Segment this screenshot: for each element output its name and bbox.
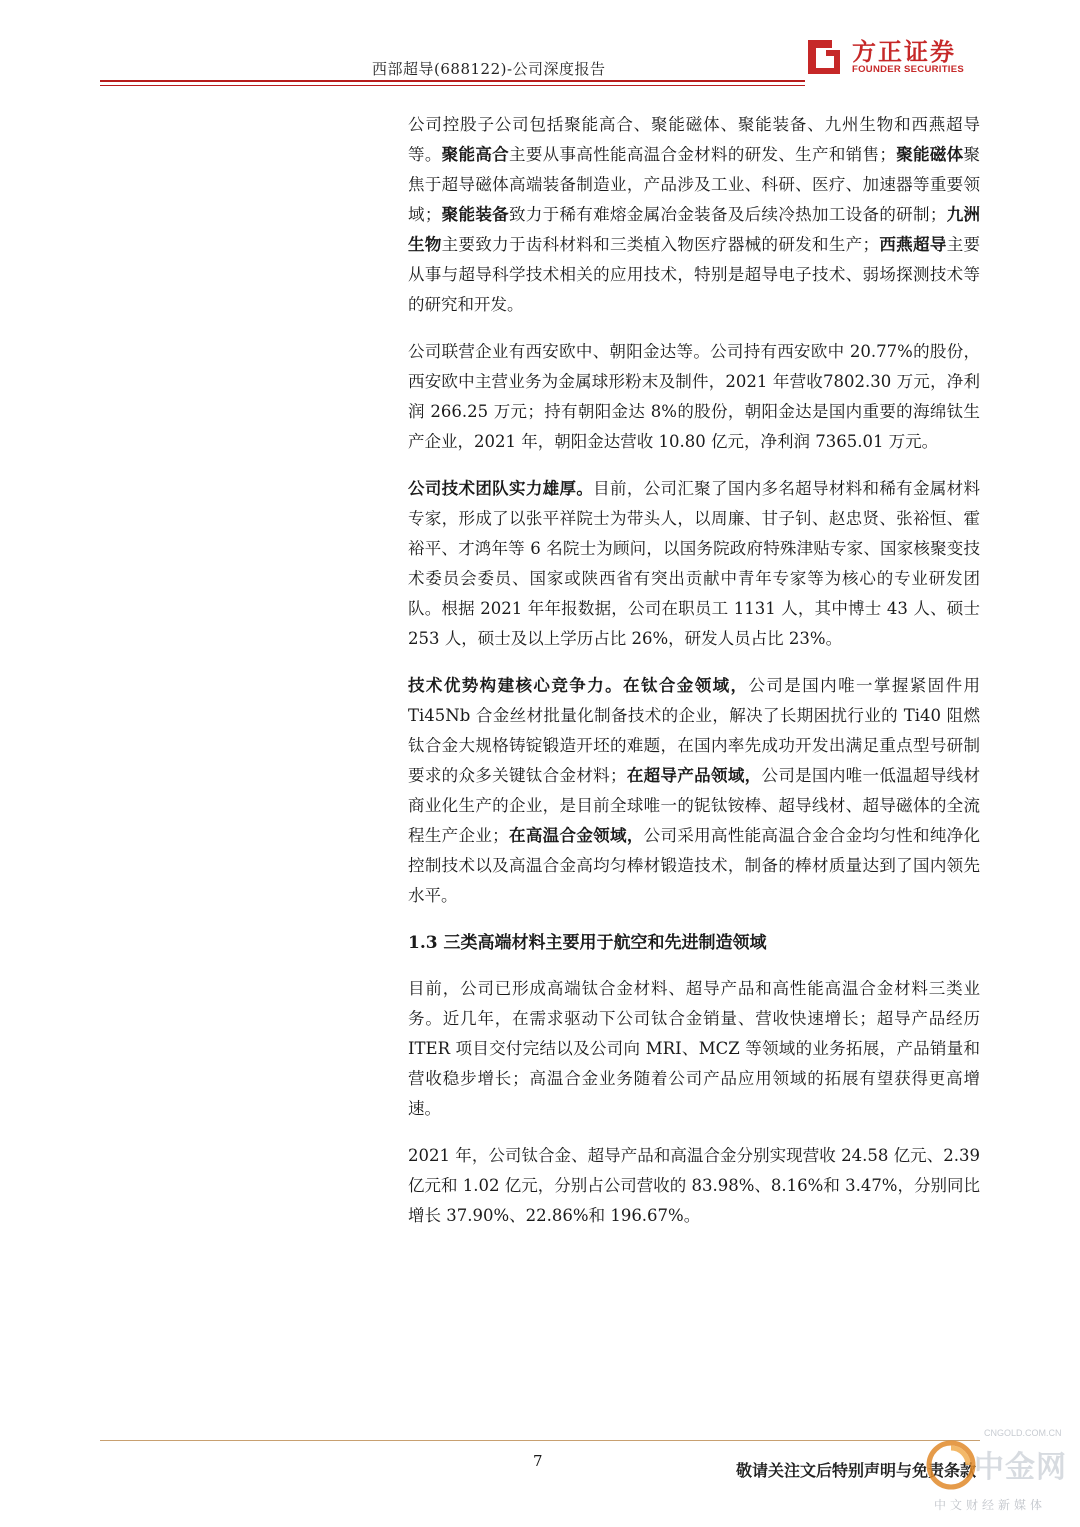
- paragraph-rd-team: [408, 474, 980, 654]
- page-number: 7: [533, 1452, 543, 1470]
- text-run: 主要从事与超导科学技术相关的应用技术，特别是超导电子技术、弱场探测技术等的研究和开发。: [408, 235, 981, 314]
- paragraph-tech-advantage: [408, 671, 980, 911]
- watermark-url: CNGOLD.COM.CN: [984, 1428, 1062, 1438]
- text-run: 目前，公司汇聚了国内多名超导材料和稀有金属材料专家，形成了以张平祥院士为带头人，以周廉、甘子钊、赵忠贤、张裕恒、霍裕平、才鸿年等 6 名院士为顾问，以国务院政府特殊津贴专家、国家核聚变技术委员会委员、国家或陕西省有突出贡献中青年专家等为核心的专业研发团队。根据 2021 年年报数据，公司在职员工 1131 人，其中博士 43 人、硕士 253 人，硕士及以上学历占比 26%，研发人员占比 23%。: [408, 479, 981, 648]
- bold-term: 聚能高合: [441, 145, 510, 164]
- paragraph-associates: 公司联营企业有西安欧中、朝阳金达等。公司持有西安欧中 20.77%的股份，西安欧中主营业务为金属球形粉末及制件，2021 年营收7802.30 万元，净利润 266.25 万元；持有朝阳金达 8%的股份，朝阳金达是国内重要的海绵钛生产企业，2021 年，朝阳金达营收 10.80 亿元，净利润 7365.01 万元。: [408, 342, 980, 451]
- bold-term: 聚能装备: [441, 205, 510, 224]
- disclaimer-text: 敬请关注文后特别声明与免责条款: [736, 1461, 977, 1480]
- paragraph-subsidiaries: [408, 110, 980, 320]
- text-run: 公司控股子公司包括聚能高合、聚能磁体、聚能装备、九州生物和西燕超导等。: [408, 115, 980, 164]
- text-run: 主要从事高性能高温合金材料的研发、生产和销售；: [509, 145, 896, 164]
- paragraph-business-lines: 目前，公司已形成高端钛合金材料、超导产品和高性能高温合金材料三类业务。近几年，在需求驱动下公司钛合金销量、营收快速增长；超导产品经历 ITER 项目交付完结以及公司向 MRI、MCZ 等领域的业务拓展，产品销量和营收稳步增长；高温合金业务随着公司产品应用领域的拓展有望获得更高增速。: [408, 979, 980, 1118]
- section-heading: 1.3 三类高端材料主要用于航空和先进制造领域: [408, 933, 767, 953]
- bold-term: 西燕超导: [879, 235, 947, 254]
- logo-en-text: FOUNDER SECURITIES: [852, 64, 965, 75]
- founder-securities-logo: [804, 30, 980, 90]
- header-divider-thin: [100, 85, 805, 86]
- bold-term: 技术优势构建核心竞争力。在钛合金领域，: [408, 676, 749, 695]
- founder-logo-icon: [804, 34, 844, 76]
- watermark-name: 中金网: [974, 1450, 1067, 1485]
- bold-term: 九洲生物: [408, 205, 981, 254]
- text-run: 公司是国内唯一掌握紧固件用 Ti45Nb 合金丝材批量化制备技术的企业，解决了长期困扰行业的 Ti40 阻燃钛合金大规格铸锭锻造开坯的难题，在国内率先成功开发出满足重点型号研制要求的众多关键钛合金材料；: [408, 676, 981, 785]
- report-body: [408, 110, 980, 1248]
- bold-term: 公司技术团队实力雄厚。: [408, 479, 594, 498]
- watermark-tagline: 中文财经新媒体: [934, 1498, 1047, 1512]
- logo-cn-text: 方正证券: [852, 38, 956, 66]
- bold-term: 在高温合金领域，: [508, 826, 644, 845]
- text-run: 公司采用高性能高温合金合金均匀性和纯净化控制技术以及高温合金高均匀棒材锻造技术，制备的棒材质量达到了国内领先水平。: [408, 826, 981, 905]
- footer-divider: [100, 1440, 980, 1441]
- text-run: 主要致力于齿科材料和三类植入物医疗器械的研发和生产；: [441, 235, 880, 254]
- header-divider: [100, 80, 805, 82]
- text-run: 致力于稀有难熔金属冶金装备及后续冷热加工设备的研制；: [509, 205, 947, 224]
- bold-term: 在超导产品领域，: [626, 766, 762, 785]
- text-run: 聚焦于超导磁体高端装备制造业，产品涉及工业、科研、医疗、加速器等重要领域；: [408, 145, 981, 224]
- text-run: 公司是国内唯一低温超导线材商业化生产的企业，是目前全球唯一的铌钛铵棒、超导线材、超导磁体的全流程生产企业；: [408, 766, 981, 845]
- bold-term: 聚能磁体: [895, 145, 964, 164]
- cngold-logo-icon: [926, 1440, 976, 1490]
- page-header: [100, 0, 980, 90]
- cngold-watermark: [922, 1424, 1072, 1520]
- report-title: 西部超导(688122)-公司深度报告: [372, 60, 606, 78]
- paragraph-revenue-2021: 2021 年，公司钛合金、超导产品和高温合金分别实现营收 24.58 亿元、2.39 亿元和 1.02 亿元，分别占公司营收的 83.98%、8.16%和 3.47%，分别同比增长 37.90%、22.86%和 196.67%。: [408, 1146, 980, 1225]
